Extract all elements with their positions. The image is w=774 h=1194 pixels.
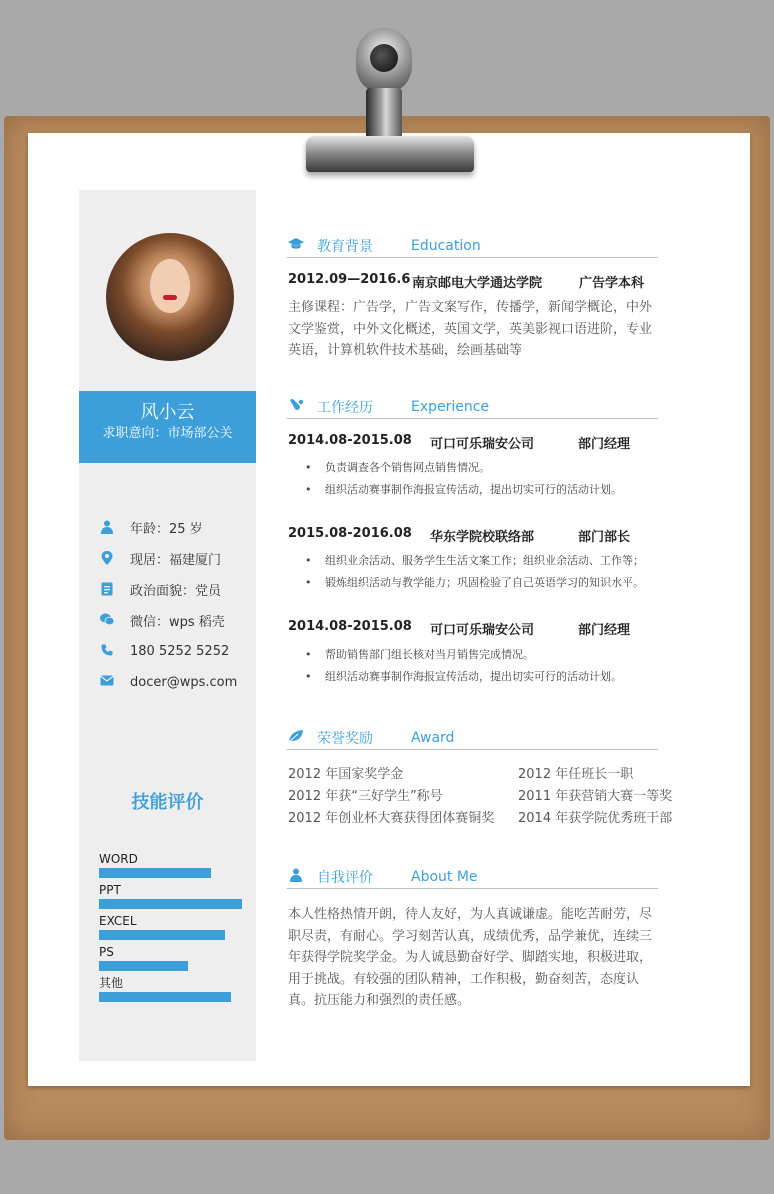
avatar [106,233,234,361]
about-text: 本人性格热情开朗，待人友好，为人真诚谦虚。能吃苦耐劳，尽职尽责，有耐心。学习刻苦认真，成绩优秀，品学兼优，连续三年获得学院奖学金。为人诚恳勤奋好学、脚踏实地，积极进取，用于挑战。有较强的团队精神，工作积极，勤奋刻苦，态度认真。抗压能力和强烈的责任感。 [288,907,653,1008]
info-location [100,548,221,568]
info-phone-text: 180 5252 5252 [130,643,230,659]
list-item: • 组织活动赛事制作海报宣传活动，提出切实可行的活动计划。 [300,479,622,501]
hand-icon [287,398,305,416]
section-award-header [287,727,658,750]
wechat-icon [100,613,114,627]
education-school: 南京邮电大学通达学院 [412,276,543,291]
document-icon [100,582,114,596]
info-age [100,517,203,537]
section-experience-header [287,396,658,419]
education-period: 2012.09—2016.6 [288,272,411,287]
location-pin-icon [100,551,114,565]
education-courses: 主修课程：广告学，广告文案写作，传播学，新闻学概论，中外文学鉴赏，中外文化概述，英国文学，英美影视口语进阶，专业英语，计算机软件技术基础，绘画基础等 [288,300,653,358]
job-role: 部门经理 [578,437,631,452]
person-icon [100,520,114,534]
experience-title-cn: 工作经历 [317,400,373,416]
job-period: 2014.08-2015.08 [288,619,412,634]
person-icon [287,868,305,886]
section-education-header [287,235,658,258]
award-item: 2012 年创业杯大赛获得团体赛铜奖 [288,811,495,826]
job-period: 2015.08-2016.08 [288,526,412,541]
job-company: 可口可乐瑞安公司 [430,437,535,452]
job-company: 可口可乐瑞安公司 [430,623,535,638]
job-bullets [300,550,644,594]
skill-item [99,883,244,909]
skill-level-bar [99,868,211,878]
about-title-cn: 自我评价 [317,870,373,886]
mail-icon [100,675,114,689]
section-about-header [287,866,658,889]
list-item: • 负责调查各个销售网点销售情况。 [300,457,622,479]
skill-label: WORD [99,852,138,866]
info-phone [100,641,229,661]
skill-item [99,945,244,971]
education-degree: 广告学本科 [579,276,645,291]
info-wechat-text: 微信：wps 稻壳 [130,614,225,630]
award-item: 2012 年国家奖学金 [288,767,404,782]
award-title-en: Award [411,730,455,746]
skill-label: 其他 [99,976,124,990]
clip-ring-icon [356,28,412,94]
graduation-cap-icon [287,238,305,254]
candidate-name: 风小云 [140,402,195,423]
list-item: • 锻炼组织活动与教学能力；巩固检验了自己英语学习的知识水平。 [300,572,644,594]
award-item: 2012 年获“三好学生”称号 [288,789,443,804]
award-item: 2012 年任班长一职 [518,767,634,782]
leaf-icon [287,729,305,747]
info-politics-text: 政治面貌：党员 [130,583,222,599]
job-period: 2014.08-2015.08 [288,433,412,448]
name-banner [79,391,256,463]
education-title-en: Education [411,238,481,254]
about-title-en: About Me [411,869,478,885]
info-email-text: docer@wps.com [130,674,238,690]
award-title-cn: 荣誉奖励 [317,731,373,747]
skill-level-bar [99,961,188,971]
experience-title-en: Experience [411,399,490,415]
list-item: • 组织业余活动、服务学生生活文案工作；组织业余活动、工作等； [300,550,644,572]
info-wechat [100,610,225,630]
skill-label: PS [99,945,114,959]
job-bullets [300,644,622,688]
job-role: 部门经理 [578,623,631,638]
skill-level-bar [99,930,225,940]
skill-label: PPT [99,883,121,897]
education-title-cn: 教育背景 [317,239,373,255]
job-role: 部门部长 [578,530,631,545]
skill-item [99,914,244,940]
info-email [100,672,237,692]
skill-item [99,976,244,1002]
list-item: • 帮助销售部门组长核对当月销售完成情况。 [300,644,622,666]
skill-item [99,852,244,878]
info-age-text: 年龄：25 岁 [130,521,203,537]
binder-clip-icon [306,136,474,172]
info-politics [100,579,221,599]
skills-title: 技能评价 [131,792,204,813]
award-item: 2011 年获营销大赛一等奖 [518,789,673,804]
phone-icon [100,644,114,658]
skill-label: EXCEL [99,914,137,928]
info-location-text: 现居：福建厦门 [130,552,222,568]
award-item: 2014 年获学院优秀班干部 [518,811,673,826]
job-bullets [300,457,622,501]
skill-level-bar [99,899,242,909]
job-company: 华东学院校联络部 [430,530,535,545]
list-item: • 组织活动赛事制作海报宣传活动，提出切实可行的活动计划。 [300,666,622,688]
job-intent: 求职意向：市场部公关 [102,426,233,441]
skill-level-bar [99,992,231,1002]
